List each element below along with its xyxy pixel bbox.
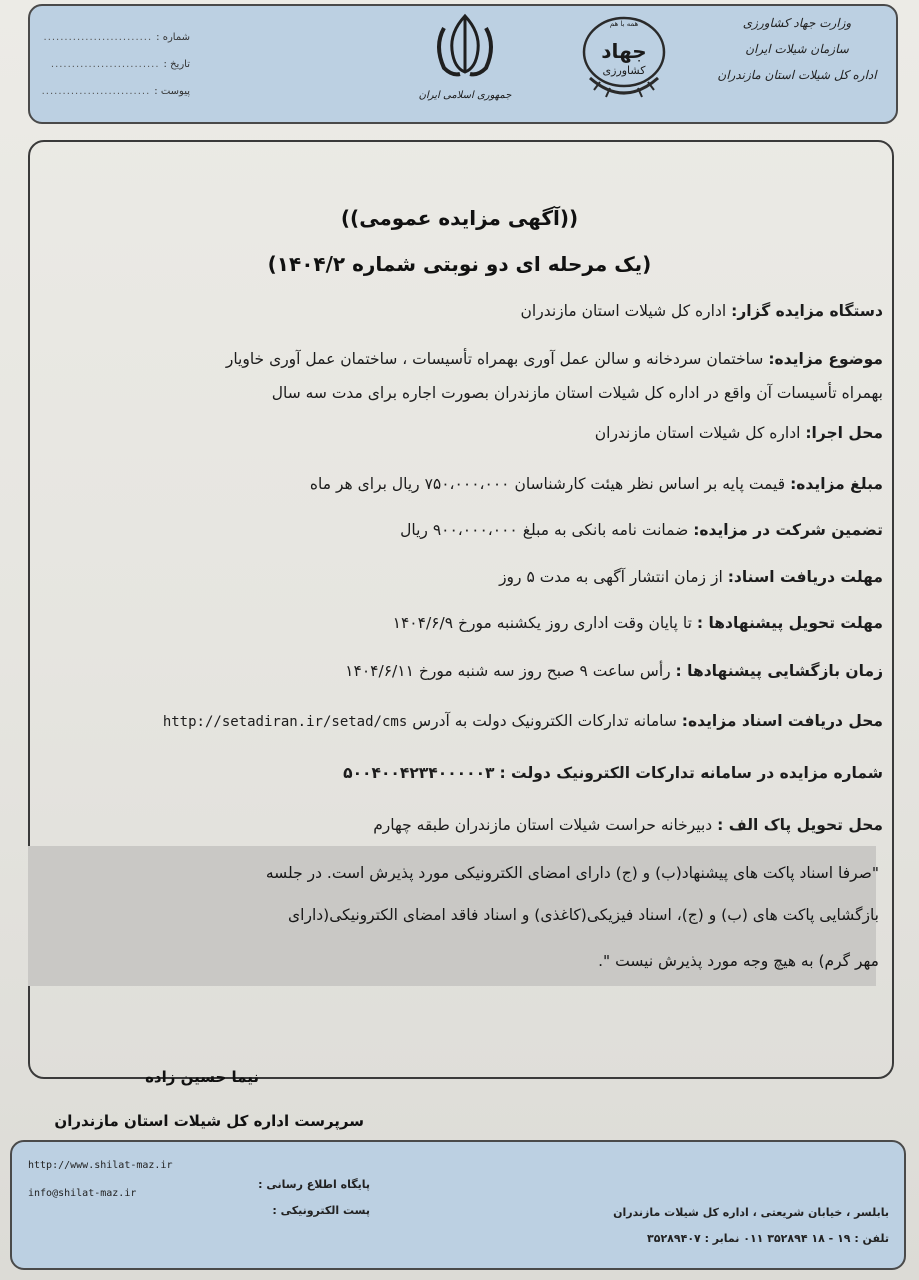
signer-name: نیما حسین زاده bbox=[145, 1068, 259, 1086]
signer-title: سرپرست اداره کل شیلات استان مازندران bbox=[54, 1112, 364, 1130]
ministry-line: اداره کل شیلات استان مازندران bbox=[717, 68, 877, 82]
field-label: شماره مزایده در سامانه تدارکات الکترونیک دولت : bbox=[499, 764, 883, 782]
website-link[interactable]: http://www.shilat-maz.ir bbox=[28, 1160, 173, 1171]
notice-field bbox=[33, 384, 883, 402]
field-value: ضمانت نامه بانکی به مبلغ ۹۰۰،۰۰۰،۰۰۰ ریال bbox=[400, 521, 689, 539]
notice-field bbox=[33, 350, 883, 368]
setad-url-link[interactable]: http://setadiran.ir/setad/cms bbox=[162, 714, 408, 730]
ministry-block bbox=[697, 10, 897, 88]
footer-address: بابلسر ، خیابان شریعتی ، اداره کل شیلات مازندران bbox=[613, 1206, 889, 1219]
iran-caption: جمهوری اسلامی ایران bbox=[418, 90, 512, 101]
field-label: زمان بازگشایی پیشنهادها : bbox=[675, 662, 883, 680]
note-line: "صرفا اسناد پاکت های پیشنهاد(ب) و (ج) دارای امضای الکترونیکی مورد پذیرش است. در جلسه bbox=[265, 864, 879, 882]
ministry-line: سازمان شیلات ایران bbox=[745, 42, 849, 56]
notice-title: ((آگهی مزایده عمومی)) bbox=[340, 206, 579, 230]
jahad-logo-top: همه با هم bbox=[609, 20, 639, 28]
notice-field bbox=[33, 614, 883, 632]
jahad-logo-main: جهاد bbox=[601, 39, 647, 63]
email-label: پست الکترونیکی : bbox=[272, 1204, 370, 1217]
field-value: بهمراه تأسیسات آن واقع در اداره کل شیلات استان مازندران بصورت اجاره برای مدت سه سال bbox=[271, 384, 883, 402]
website-label: پایگاه اطلاع رسانی : bbox=[258, 1178, 370, 1191]
ministry-line: وزارت جهاد کشاورزی bbox=[742, 16, 852, 30]
notice-field bbox=[33, 662, 883, 680]
ref-attach-row: پیوست : .......................... bbox=[40, 78, 190, 105]
field-label: مهلت تحویل پیشنهادها : bbox=[696, 614, 883, 632]
field-value: تا پایان وقت اداری روز یکشنبه مورخ ۱۴۰۴/۶/۹ bbox=[392, 614, 692, 632]
note-line: بازگشایی پاکت های (ب) و (ج)، اسناد فیزیکی(کاغذی) و اسناد فاقد امضای الکترونیکی(دارای bbox=[288, 906, 879, 924]
notice-field bbox=[33, 816, 883, 834]
notice-field bbox=[33, 568, 883, 586]
field-label: محل دریافت اسناد مزایده: bbox=[681, 712, 883, 730]
jahad-keshavarzi-logo bbox=[570, 12, 678, 106]
field-label: تضمین شرکت در مزایده: bbox=[693, 521, 883, 539]
notice-field bbox=[33, 424, 883, 442]
auction-number: ۵۰۰۴۰۰۴۲۳۴۰۰۰۰۰۳ bbox=[343, 764, 495, 782]
jahad-logo-sub: کشاورزی bbox=[602, 64, 646, 77]
notice-field bbox=[33, 302, 883, 320]
field-value: قیمت پایه بر اساس نظر هیئت کارشناسان ۷۵۰،۰۰۰،۰۰۰ ریال برای هر ماه bbox=[309, 475, 786, 493]
field-value: از زمان انتشار آگهی به مدت ۵ روز bbox=[499, 568, 723, 586]
footer-phone: تلفن : ۱۹ - ۱۸ ۳۵۲۸۹۴ ۰۱۱ نمابر : ۳۵۲۸۹۴۰۷ bbox=[647, 1232, 889, 1245]
field-label: مهلت دریافت اسناد: bbox=[727, 568, 883, 586]
notice-subtitle: (یک مرحله ای دو نوبتی شماره ۱۴۰۴/۲) bbox=[267, 252, 652, 276]
field-label: موضوع مزایده: bbox=[768, 350, 883, 368]
ref-date-label: تاریخ : bbox=[163, 59, 190, 70]
field-value: رأس ساعت ۹ صبح روز سه شنبه مورخ ۱۴۰۴/۶/۱۱ bbox=[345, 662, 671, 680]
notice-field bbox=[33, 712, 883, 730]
email-link[interactable]: info@shilat-maz.ir bbox=[28, 1188, 137, 1199]
field-label: دستگاه مزایده گزار: bbox=[731, 302, 883, 320]
note-line: مهر گرم) به هیچ وجه مورد پذیرش نیست ". bbox=[598, 952, 879, 970]
field-value: اداره کل شیلات استان مازندران bbox=[520, 302, 727, 320]
field-value: دبیرخانه حراست شیلات استان مازندران طبقه چهارم bbox=[373, 816, 713, 834]
notice-field bbox=[33, 521, 883, 539]
ref-date-row: تاریخ : .......................... bbox=[40, 51, 190, 78]
field-value: ساختمان سردخانه و سالن عمل آوری بهمراه تأسیسات ، ساختمان عمل آوری خاویار bbox=[225, 350, 764, 368]
field-label: محل اجرا: bbox=[805, 424, 883, 442]
notice-field bbox=[33, 764, 883, 782]
ref-attach-label: پیوست : bbox=[154, 86, 190, 97]
ref-number-row: شماره : .......................... bbox=[40, 24, 190, 51]
field-label: محل تحویل پاک الف : bbox=[717, 816, 883, 834]
reference-fields bbox=[40, 24, 190, 105]
field-value: سامانه تدارکات الکترونیک دولت به آدرس bbox=[412, 712, 677, 730]
notice-field bbox=[33, 475, 883, 493]
ref-number-label: شماره : bbox=[156, 32, 190, 43]
field-value: اداره کل شیلات استان مازندران bbox=[594, 424, 801, 442]
field-label: مبلغ مزایده: bbox=[790, 475, 883, 493]
iran-emblem bbox=[410, 10, 520, 106]
